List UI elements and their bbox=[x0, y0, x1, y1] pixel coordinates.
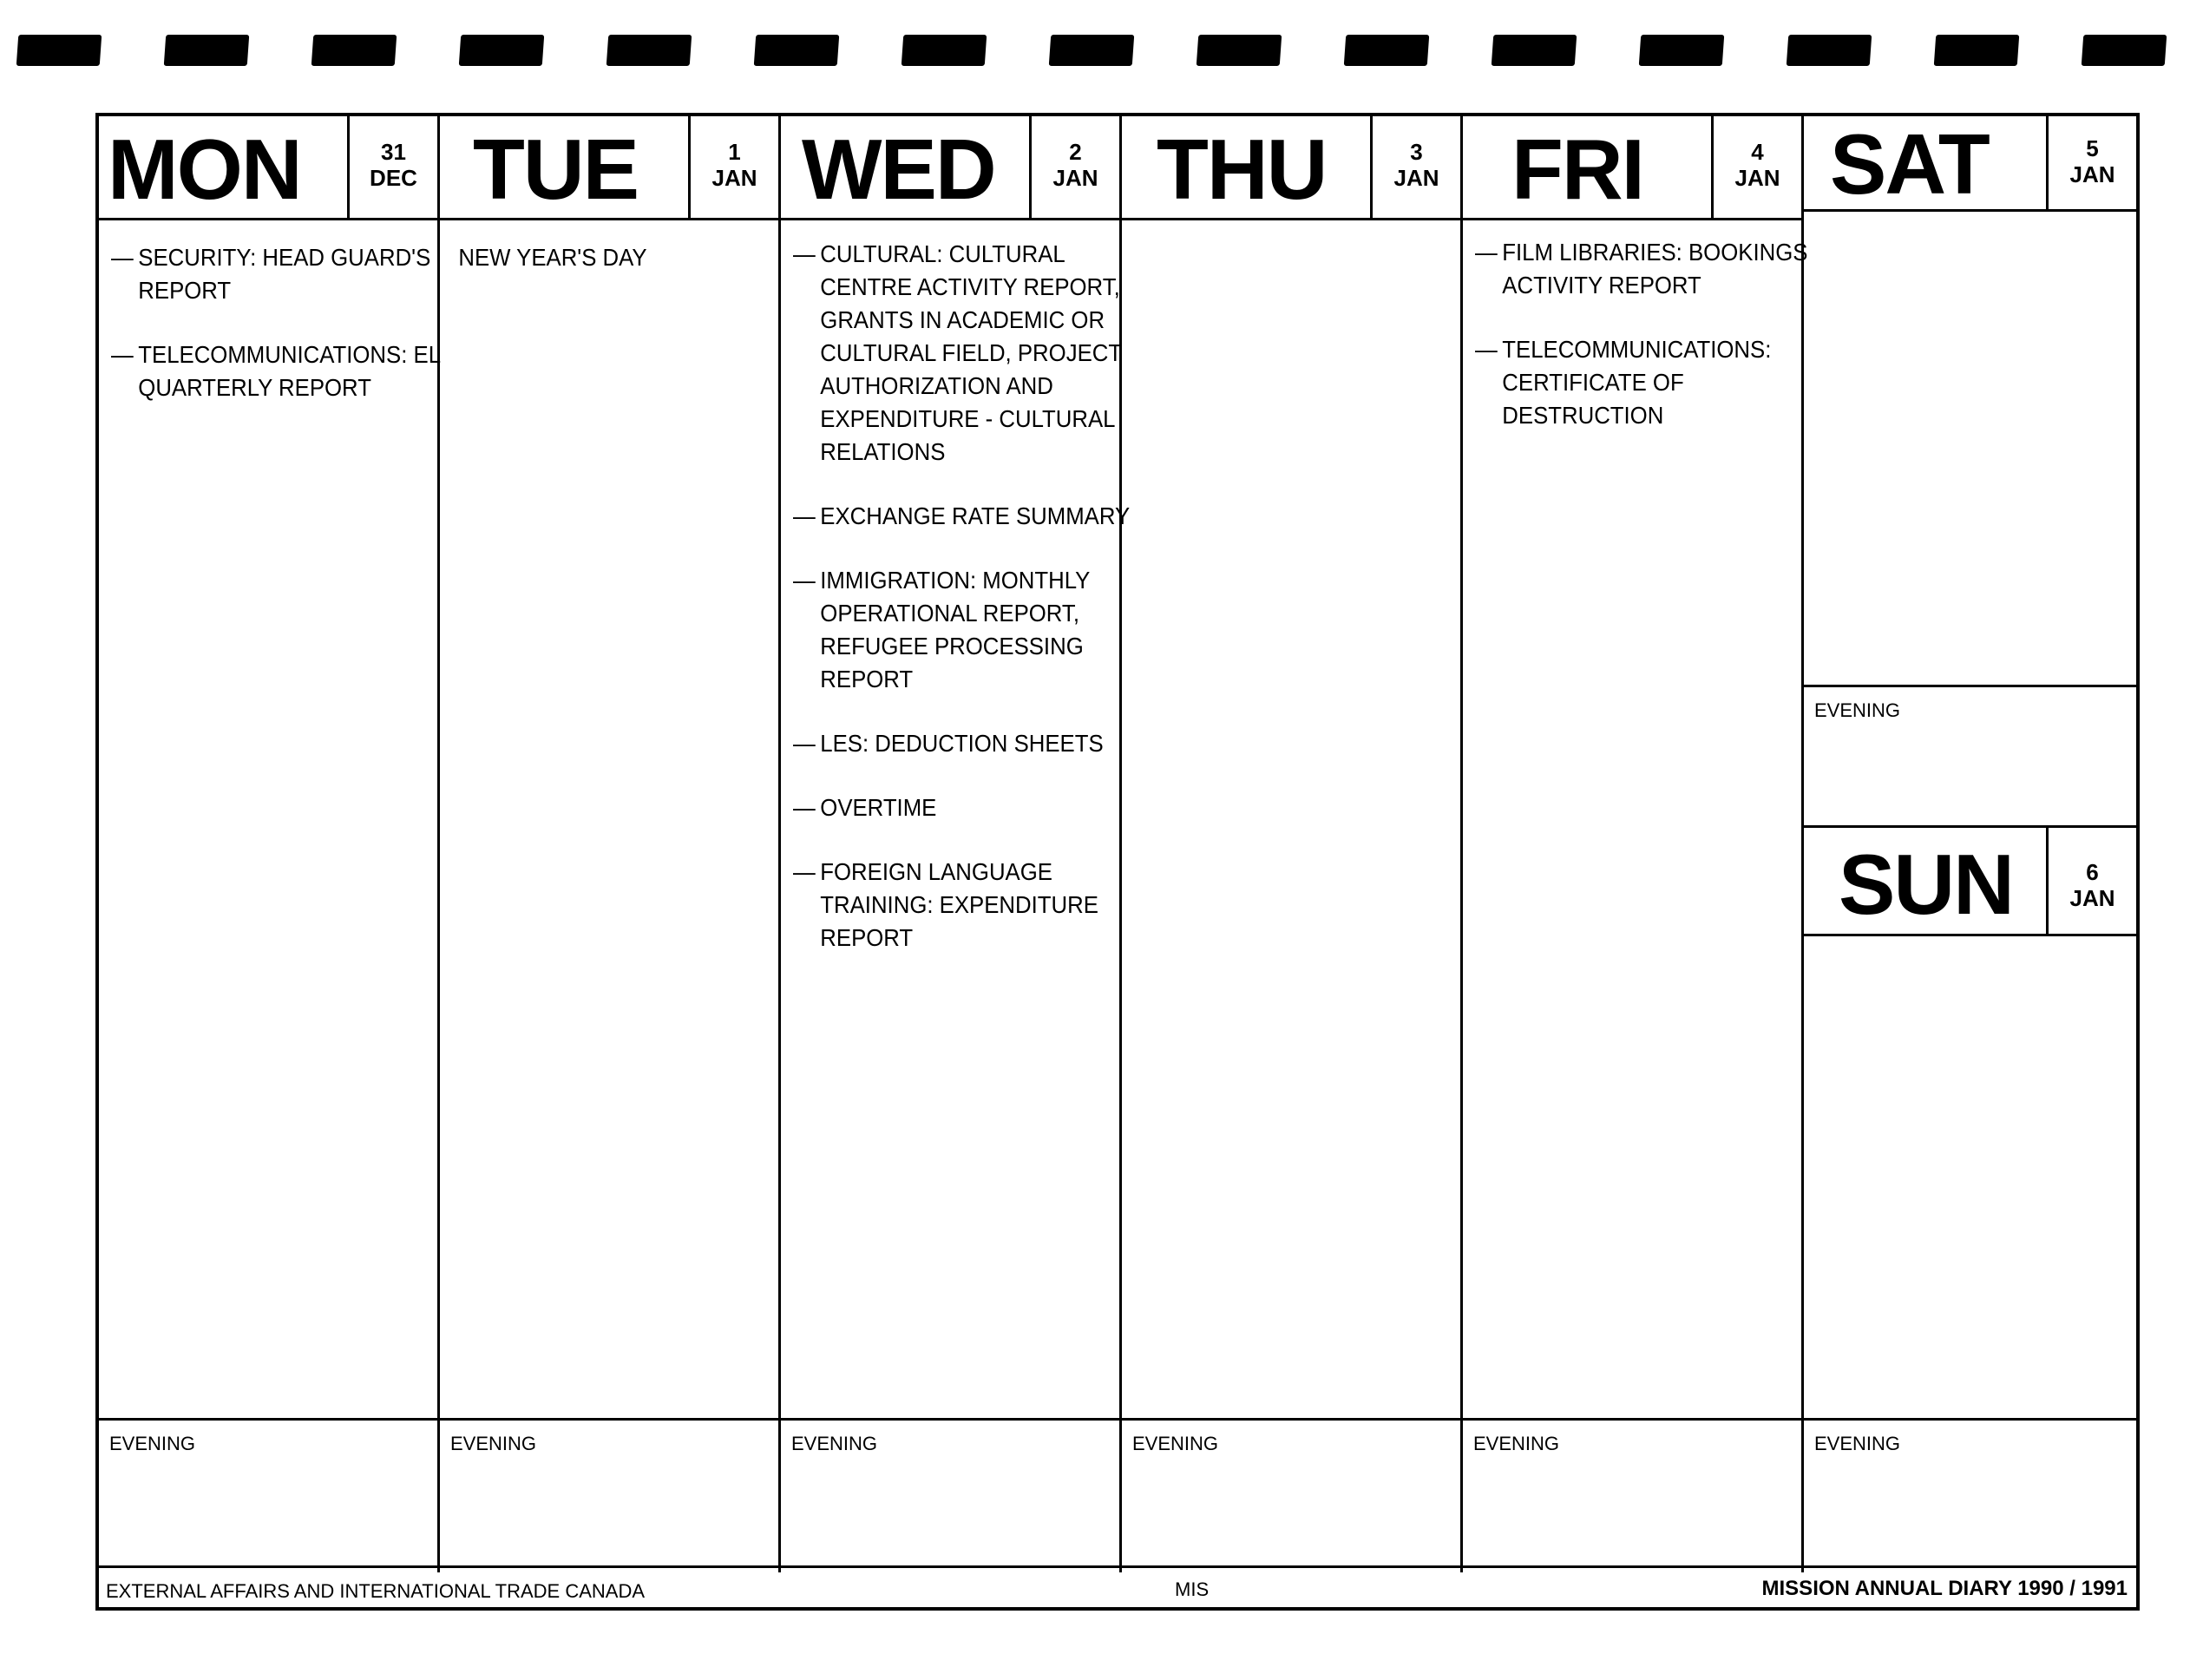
day-column-wed bbox=[781, 116, 1131, 1572]
binding-hole bbox=[459, 35, 545, 66]
date-month: JAN bbox=[2069, 161, 2115, 187]
evening-label: EVENING bbox=[1814, 1433, 1901, 1454]
date-month: JAN bbox=[1393, 165, 1439, 191]
day-entries bbox=[781, 220, 1131, 986]
evening-box bbox=[781, 1418, 1119, 1572]
date-month: JAN bbox=[711, 165, 757, 191]
date-box bbox=[1029, 116, 1119, 218]
date-number: 3 bbox=[1410, 139, 1423, 165]
diary-entry: — FILM LIBRARIES: BOOKINGS ACTIVITY REPORT bbox=[1475, 239, 1808, 299]
date-number: 1 bbox=[728, 139, 741, 165]
day-name: THU bbox=[1157, 121, 1327, 217]
day-entries bbox=[99, 220, 441, 436]
date-month: DEC bbox=[370, 165, 417, 191]
binding-hole bbox=[1639, 35, 1725, 66]
binding-hole bbox=[1197, 35, 1282, 66]
day-header bbox=[1122, 116, 1460, 220]
page-footer bbox=[99, 1565, 2136, 1607]
binding-hole bbox=[2082, 35, 2167, 66]
day-name: SAT bbox=[1830, 116, 1989, 212]
day-header bbox=[781, 116, 1119, 220]
footer-code: MIS bbox=[1175, 1578, 1210, 1600]
day-name: TUE bbox=[473, 121, 638, 217]
sunday-header bbox=[1804, 828, 2136, 936]
day-entries bbox=[1463, 220, 1808, 463]
day-name: WED bbox=[802, 121, 995, 217]
date-month: JAN bbox=[1734, 165, 1780, 191]
day-column-fri bbox=[1463, 116, 1808, 1572]
evening-label: EVENING bbox=[1473, 1433, 1560, 1454]
binding-hole bbox=[311, 35, 397, 66]
diary-entry: — TELECOMMUNICATIONS: EL QUARTERLY REPORT bbox=[111, 341, 441, 401]
evening-box bbox=[1122, 1418, 1460, 1572]
day-name: FRI bbox=[1511, 121, 1643, 217]
evening-label: EVENING bbox=[450, 1433, 537, 1454]
binding-hole bbox=[1787, 35, 1872, 66]
day-header bbox=[1804, 116, 2136, 212]
binding-hole bbox=[1492, 35, 1577, 66]
evening-label: EVENING bbox=[791, 1433, 878, 1454]
footer-diary-title: MISSION ANNUAL DIARY 1990 / 1991 bbox=[1761, 1577, 2128, 1600]
diary-entry: — EXCHANGE RATE SUMMARY bbox=[793, 502, 1131, 529]
binding-hole bbox=[754, 35, 840, 66]
date-number: 4 bbox=[1751, 139, 1764, 165]
binding-hole bbox=[1344, 35, 1430, 66]
diary-entry: — TELECOMMUNICATIONS: CERTIFICATE OF DESTRUCTION bbox=[1475, 336, 1772, 429]
binding-hole bbox=[606, 35, 692, 66]
date-number: 5 bbox=[2086, 135, 2099, 161]
diary-entry: — FOREIGN LANGUAGE TRAINING: EXPENDITURE REPORT bbox=[793, 858, 1098, 951]
saturday-evening-box bbox=[1804, 685, 2136, 828]
binding-hole bbox=[1049, 35, 1135, 66]
date-number: 31 bbox=[381, 139, 406, 165]
diary-entry: — IMMIGRATION: MONTHLY OPERATIONAL REPORT, REFUGEE PROCESSING REPORT bbox=[793, 567, 1090, 692]
binding-hole bbox=[164, 35, 250, 66]
holiday-note: NEW YEAR'S DAY bbox=[458, 244, 647, 271]
date-number: 2 bbox=[1069, 139, 1082, 165]
date-box bbox=[1370, 116, 1460, 218]
date-box bbox=[2046, 828, 2136, 934]
date-box bbox=[1711, 116, 1801, 218]
binding-hole bbox=[1934, 35, 2020, 66]
day-header bbox=[440, 116, 778, 220]
binding-hole bbox=[16, 35, 102, 66]
day-name: SUN bbox=[1839, 837, 2013, 932]
day-entries bbox=[440, 220, 778, 274]
day-header bbox=[99, 116, 437, 220]
diary-entry: — LES: DEDUCTION SHEETS bbox=[793, 730, 1104, 757]
diary-entry: — OVERTIME bbox=[793, 794, 937, 821]
evening-box bbox=[1463, 1418, 1801, 1572]
binding-holes bbox=[17, 35, 2169, 69]
evening-label: EVENING bbox=[109, 1433, 196, 1454]
date-number: 6 bbox=[2086, 859, 2099, 885]
day-header bbox=[1463, 116, 1801, 220]
day-column-sat-sun bbox=[1804, 116, 2136, 1572]
evening-label: EVENING bbox=[1132, 1433, 1219, 1454]
evening-label: EVENING bbox=[1814, 699, 1901, 721]
day-column-mon bbox=[99, 116, 440, 1572]
diary-entry: — SECURITY: HEAD GUARD'S REPORT bbox=[111, 244, 431, 304]
date-box bbox=[2046, 116, 2136, 209]
date-box bbox=[347, 116, 437, 218]
day-column-thu bbox=[1122, 116, 1463, 1572]
footer-publisher: EXTERNAL AFFAIRS AND INTERNATIONAL TRADE CANADA bbox=[106, 1580, 646, 1602]
date-month: JAN bbox=[2069, 885, 2115, 911]
sunday-evening-box bbox=[1804, 1418, 2136, 1572]
day-column-tue bbox=[440, 116, 781, 1572]
evening-box bbox=[440, 1418, 778, 1572]
date-month: JAN bbox=[1052, 165, 1098, 191]
weekly-diary-page bbox=[95, 113, 2140, 1611]
date-box bbox=[688, 116, 778, 218]
evening-box bbox=[99, 1418, 437, 1572]
diary-entry: — CULTURAL: CULTURAL CENTRE ACTIVITY REPORT, GRANTS IN ACADEMIC OR CULTURAL FIELD, PROJECT AUTHORIZATION AND EXPENDITURE - CULTURAL RELATIONS bbox=[793, 240, 1122, 465]
day-name: MON bbox=[108, 121, 301, 217]
binding-hole bbox=[902, 35, 987, 66]
